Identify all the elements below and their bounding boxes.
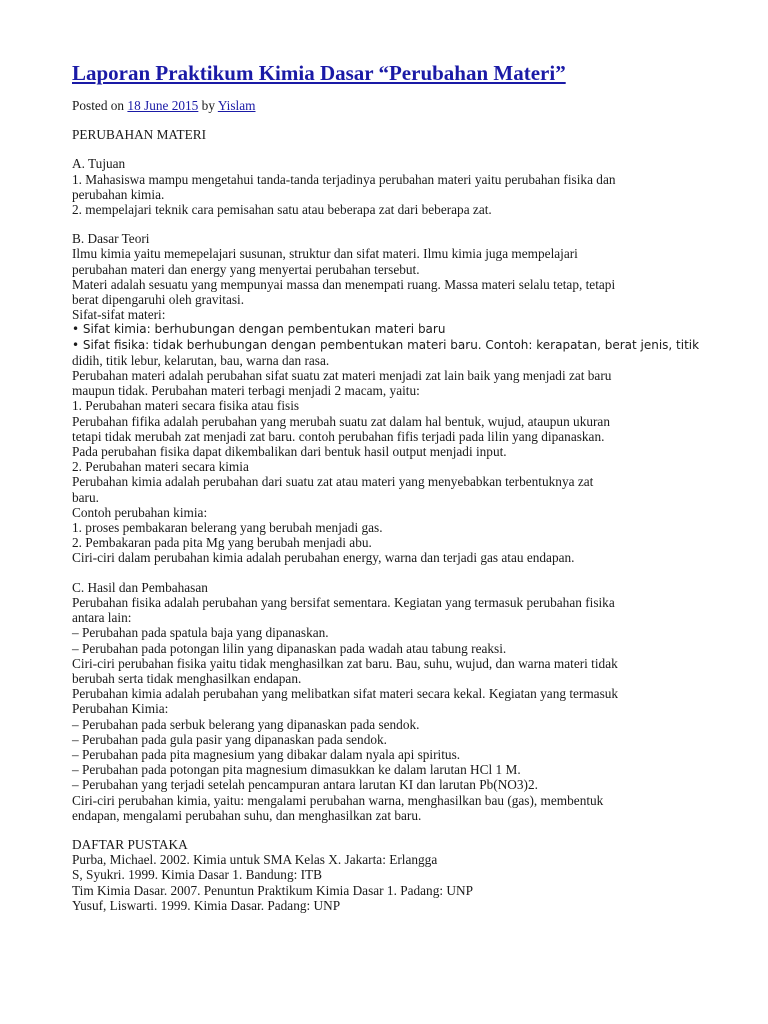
text-line: didih, titik lebur, kelarutan, bau, warna dan rasa. xyxy=(72,352,330,368)
text-line: berat dipengaruhi oleh gravitasi. xyxy=(72,292,245,308)
text-line: – Perubahan pada pita magnesium yang dibakar dalam nyala api spiritus. xyxy=(72,746,461,762)
text-line: antara lain: xyxy=(72,610,132,626)
text-line: – Perubahan pada potongan pita magnesium dimasukkan ke dalam larutan HCl 1 M. xyxy=(72,762,521,778)
posted-on-label: Posted on xyxy=(72,98,125,113)
text-line: 1. Mahasiswa mampu mengetahui tanda-tanda terjadinya perubahan materi yaitu perubahan fisika dan xyxy=(72,171,616,187)
text-line: – Perubahan pada serbuk belerang yang dipanaskan pada sendok. xyxy=(72,716,420,732)
dasar-teori-body xyxy=(72,246,712,565)
text-line: Purba, Michael. 2002. Kimia untuk SMA Kelas X. Jakarta: Erlangga xyxy=(72,852,438,868)
text-line: berubah serta tidak menghasilkan endapan. xyxy=(72,670,302,686)
text-line: perubahan materi dan energy yang menyertai perubahan tersebut. xyxy=(72,261,420,277)
text-line: – Perubahan pada spatula baja yang dipanaskan. xyxy=(72,625,329,641)
text-line: baru. xyxy=(72,489,99,505)
pustaka-body xyxy=(72,852,712,913)
text-line: Materi adalah sesuatu yang mempunyai massa dan menempati ruang. Massa materi selalu tetap, tetapi xyxy=(72,276,616,292)
text-line: S, Syukri. 1999. Kimia Dasar 1. Bandung: ITB xyxy=(72,867,323,883)
text-line: 2. mempelajari teknik cara pemisahan satu atau beberapa zat dari beberapa zat. xyxy=(72,202,492,218)
post-title-link[interactable]: Laporan Praktikum Kimia Dasar “Perubahan Materi” xyxy=(72,61,566,85)
text-line: tetapi tidak merubah zat menjadi zat baru. contoh perubahan fifis terjadi pada lilin yang dipanaskan. xyxy=(72,428,605,444)
article xyxy=(72,60,712,913)
text-line: perubahan kimia. xyxy=(72,186,165,202)
post-date-link[interactable]: 18 June 2015 xyxy=(127,98,199,113)
text-line: Perubahan kimia adalah perubahan dari suatu zat atau materi yang menyebabkan terbentuknya zat xyxy=(72,474,594,490)
text-line: Perubahan fisika adalah perubahan yang bersifat sementara. Kegiatan yang termasuk perubahan fisika xyxy=(72,594,615,610)
text-line: – Perubahan yang terjadi setelah pencampuran antara larutan KI dan larutan Pb(NO3)2. xyxy=(72,777,538,793)
hasil-heading: C. Hasil dan Pembahasan xyxy=(72,579,208,595)
text-line: Ciri-ciri dalam perubahan kimia adalah perubahan energy, warna dan terjadi gas atau endapan. xyxy=(72,550,575,566)
text-line: Ciri-ciri perubahan kimia, yaitu: mengalami perubahan warna, menghasilkan bau (gas), membentuk xyxy=(72,792,604,808)
text-line: Sifat-sifat materi: xyxy=(72,307,166,323)
text-line: Perubahan Kimia: xyxy=(72,701,169,717)
text-line: Perubahan materi adalah perubahan sifat suatu zat materi menjadi zat lain baik yang menjadi zat baru xyxy=(72,368,612,384)
tujuan-body xyxy=(72,172,712,218)
text-line: Perubahan kimia adalah perubahan yang melibatkan sifat materi secara kekal. Kegiatan yang termasuk xyxy=(72,686,619,702)
text-line: – Perubahan pada potongan lilin yang dipanaskan pada wadah atau tabung reaksi. xyxy=(72,640,507,656)
post-meta xyxy=(72,98,712,113)
text-line: – Perubahan pada gula pasir yang dipanaskan pada sendok. xyxy=(72,731,387,747)
text-line: maupun tidak. Perubahan materi terbagi menjadi 2 macam, yaitu: xyxy=(72,383,420,399)
text-line: 2. Perubahan materi secara kimia xyxy=(72,459,249,475)
hasil-body xyxy=(72,595,712,823)
text-line: Perubahan fifika adalah perubahan yang merubah suatu zat dalam hal bentuk, wujud, ataupun ukuran xyxy=(72,413,610,429)
text-line: Ilmu kimia yaitu memepelajari susunan, struktur dan sifat materi. Ilmu kimia juga mempelajari xyxy=(72,246,578,262)
text-line: Pada perubahan fisika dapat dikembalikan dari bentuk hasil output menjadi input. xyxy=(72,444,507,460)
text-line: Contoh perubahan kimia: xyxy=(72,504,208,520)
text-line: 1. proses pembakaran belerang yang berubah menjadi gas. xyxy=(72,520,383,536)
text-line: Yusuf, Liswarti. 1999. Kimia Dasar. Padang: UNP xyxy=(72,897,341,913)
author-link[interactable]: Yislam xyxy=(217,98,256,113)
section-heading: PERUBAHAN MATERI xyxy=(72,127,207,143)
by-label: by xyxy=(201,98,215,113)
text-line: 2. Pembakaran pada pita Mg yang berubah menjadi abu. xyxy=(72,535,372,551)
text-line: Ciri-ciri perubahan fisika yaitu tidak menghasilkan zat baru. Bau, suhu, wujud, dan warna materi tidak xyxy=(72,655,618,671)
text-line: Tim Kimia Dasar. 2007. Penuntun Praktikum Kimia Dasar 1. Padang: UNP xyxy=(72,882,473,898)
text-line: endapan, mengalami perubahan suhu, dan menghasilkan zat baru. xyxy=(72,807,422,823)
tujuan-heading: A. Tujuan xyxy=(72,156,126,172)
text-line: 1. Perubahan materi secara fisika atau fisis xyxy=(72,398,300,414)
dasar-teori-heading: B. Dasar Teori xyxy=(72,231,150,247)
text-line: • Sifat fisika: tidak berhubungan dengan pembentukan materi baru. Contoh: kerapatan, berat jenis, titik xyxy=(72,337,700,352)
pustaka-heading: DAFTAR PUSTAKA xyxy=(72,836,188,852)
text-line: • Sifat kimia: berhubungan dengan pembentukan materi baru xyxy=(72,322,446,337)
